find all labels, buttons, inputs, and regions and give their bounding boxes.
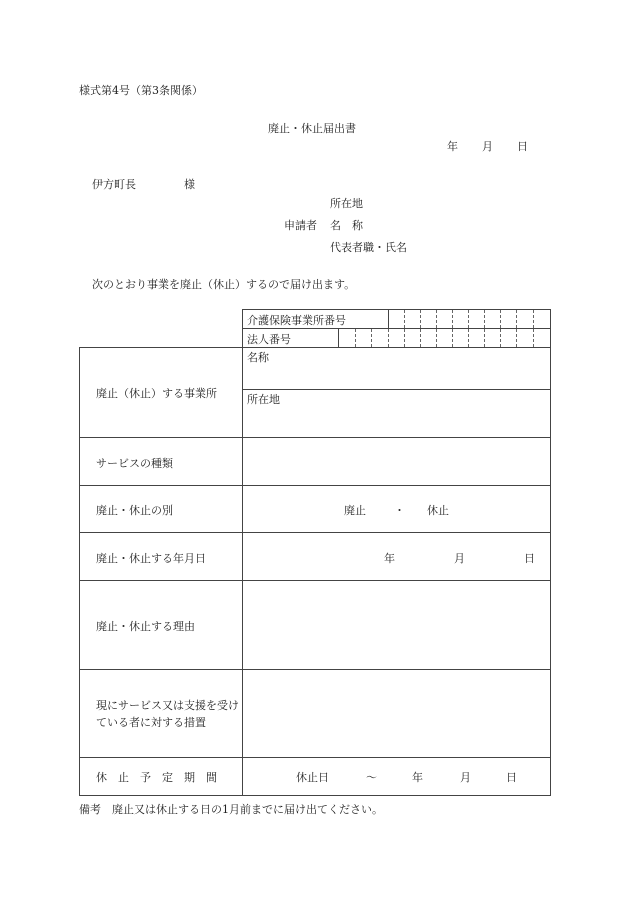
type-option-abolish: 廃止 — [344, 504, 366, 517]
period-day: 日 — [506, 771, 517, 784]
business-address-label: 所在地 — [247, 393, 280, 406]
period-tilde: ～ — [366, 771, 377, 784]
date-day: 日 — [517, 140, 528, 153]
honorific: 様 — [184, 178, 195, 191]
addressee: 伊方町長 — [92, 178, 136, 191]
service-type-label: サービスの種類 — [96, 457, 173, 470]
reason-label: 廃止・休止する理由 — [96, 620, 195, 633]
applicant-name-label: 名 称 — [330, 219, 363, 232]
business-label: 廃止（休止）する事業所 — [96, 387, 217, 400]
period-start: 休止日 — [296, 771, 329, 784]
period-year: 年 — [412, 771, 423, 784]
date-label: 廃止・休止する年月日 — [96, 552, 206, 565]
table-date-day: 日 — [524, 552, 535, 565]
intro-text: 次のとおり事業を廃止（休止）するので届け出ます。 — [92, 278, 356, 291]
date-month: 月 — [482, 140, 493, 153]
type-separator: ・ — [394, 504, 405, 517]
page-title: 廃止・休止届出書 — [268, 122, 356, 135]
period-label: 休 止 予 定 期 間 — [96, 771, 217, 784]
table-date-month: 月 — [454, 552, 465, 565]
remarks-note: 備考 廃止又は休止する日の1月前までに届け出てください。 — [79, 803, 383, 816]
period-month: 月 — [460, 771, 471, 784]
applicant-representative-label: 代表者職・氏名 — [330, 241, 407, 254]
business-name-label: 名称 — [247, 351, 269, 364]
table-date-year: 年 — [384, 552, 395, 565]
applicant-label: 申請者 — [284, 219, 317, 232]
measures-label: 現にサービス又は支援を受けている者に対する措置 — [96, 699, 239, 729]
corporate-number-label: 法人番号 — [247, 333, 291, 346]
date-year: 年 — [447, 140, 458, 153]
type-label: 廃止・休止の別 — [96, 504, 173, 517]
type-option-suspend: 休止 — [427, 504, 449, 517]
applicant-address-label: 所在地 — [330, 197, 363, 210]
office-number-label: 介護保険事業所番号 — [247, 314, 346, 327]
form-number: 様式第4号（第3条関係） — [79, 84, 203, 97]
